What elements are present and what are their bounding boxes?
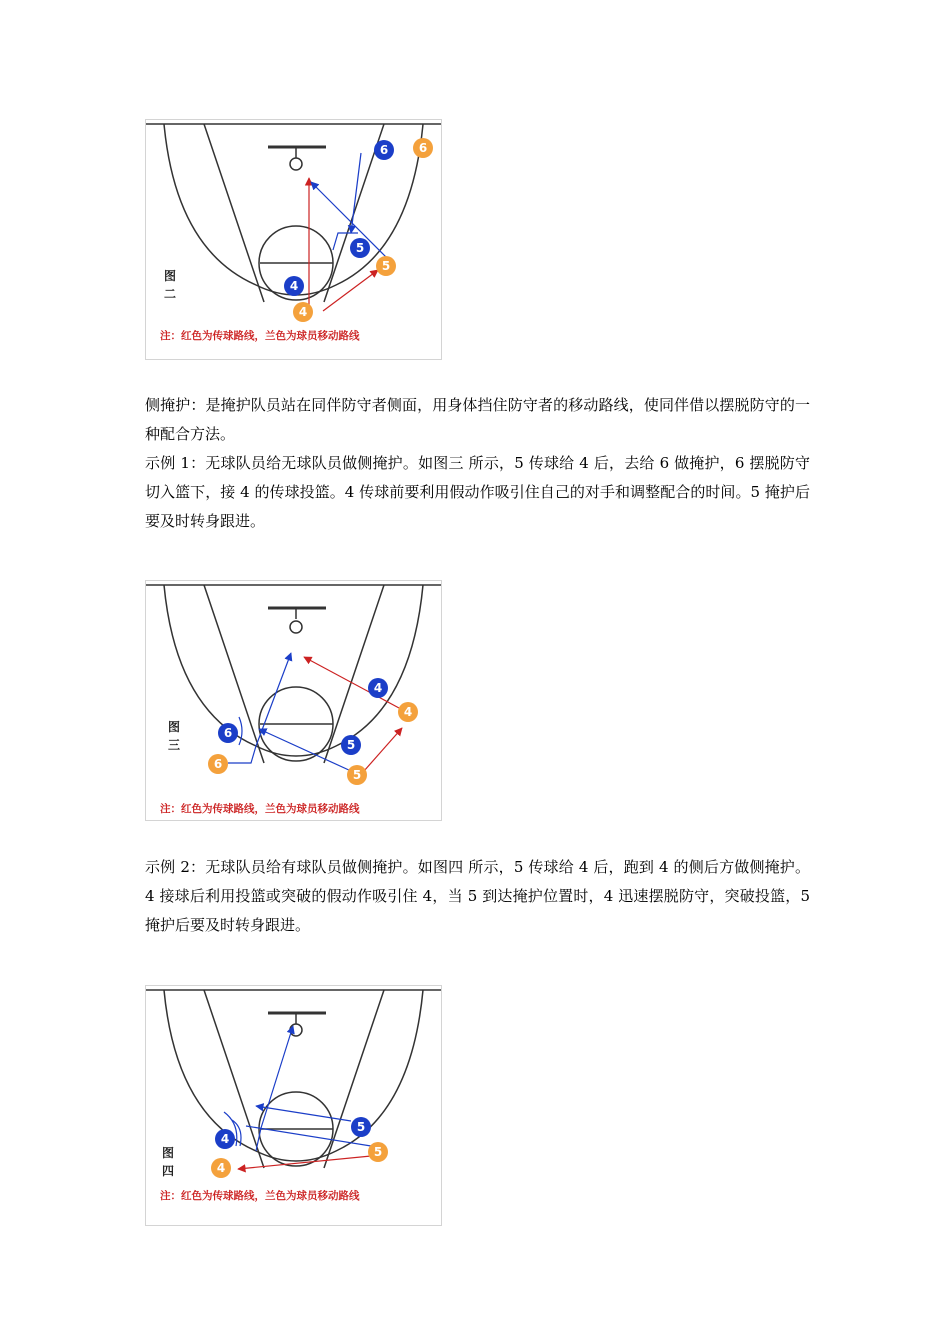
svg-text:5: 5 [352, 768, 362, 782]
figure-2-diagram [145, 119, 442, 360]
svg-text:5: 5 [373, 1145, 383, 1159]
court-diagram-4 [146, 986, 441, 1225]
svg-text:5: 5 [356, 1120, 366, 1134]
svg-text:4: 4 [289, 279, 299, 293]
svg-text:6: 6 [379, 143, 389, 157]
players [208, 678, 418, 785]
pass-lines [238, 1156, 371, 1169]
svg-text:5: 5 [346, 738, 356, 752]
svg-text:5: 5 [355, 241, 365, 255]
svg-text:4: 4 [216, 1161, 226, 1175]
side-screen-definition: 侧掩护：是掩护队员站在同伴防守者侧面，用身体挡住防守者的移动路线，使同伴借以摆脱防守的一种配合方法。 [145, 396, 810, 443]
section-side-screen [145, 391, 810, 536]
figure-label-top: 图 [164, 269, 177, 283]
svg-text:4: 4 [403, 705, 413, 719]
move-lines [311, 153, 389, 260]
move-lines [224, 1026, 371, 1151]
figure-note: 注：红色为传球路线，兰色为球员移动路线 [160, 330, 360, 342]
svg-text:6: 6 [418, 141, 428, 155]
court-diagram-3 [146, 581, 441, 820]
figure-label-top: 图 [168, 720, 181, 734]
svg-text:4: 4 [220, 1132, 230, 1146]
figure-note: 注：红色为传球路线，兰色为球员移动路线 [160, 803, 360, 815]
court-lines [146, 585, 441, 763]
svg-text:6: 6 [213, 757, 223, 771]
figure-4-diagram [145, 985, 442, 1226]
figure-label-bottom: 三 [168, 738, 181, 752]
figure-label-bottom: 四 [162, 1164, 175, 1178]
court-diagram-2 [146, 120, 441, 359]
figure-label-top: 图 [162, 1146, 175, 1160]
section-example-2 [145, 853, 810, 940]
example-2-text: 示例 2：无球队员给有球队员做侧掩护。如图四 所示，5 传球给 4 后，跑到 4 的侧后方做侧掩护。4 接球后利用投篮或突破的假动作吸引住 4，当 5 到达掩护位置时，4 迅速摆脱防守，突破投篮，5 掩护后要及时转身跟进。 [145, 858, 810, 934]
court-lines [146, 124, 441, 302]
example-1-text: 示例 1：无球队员给无球队员做侧掩护。如图三 所示，5 传球给 4 后，去给 6 做掩护，6 摆脱防守切入篮下，接 4 的传球投篮。4 传球前要利用假动作吸引住自己的对手和调整配合的时间。5 掩护后要及时转身跟进。 [145, 454, 810, 530]
svg-text:5: 5 [381, 259, 391, 273]
court-lines [146, 990, 441, 1168]
figure-label-bottom: 二 [164, 287, 177, 301]
figure-note: 注：红色为传球路线，兰色为球员移动路线 [160, 1190, 360, 1202]
svg-text:4: 4 [298, 305, 308, 319]
svg-text:6: 6 [223, 726, 233, 740]
svg-text:4: 4 [373, 681, 383, 695]
figure-3-diagram [145, 580, 442, 821]
